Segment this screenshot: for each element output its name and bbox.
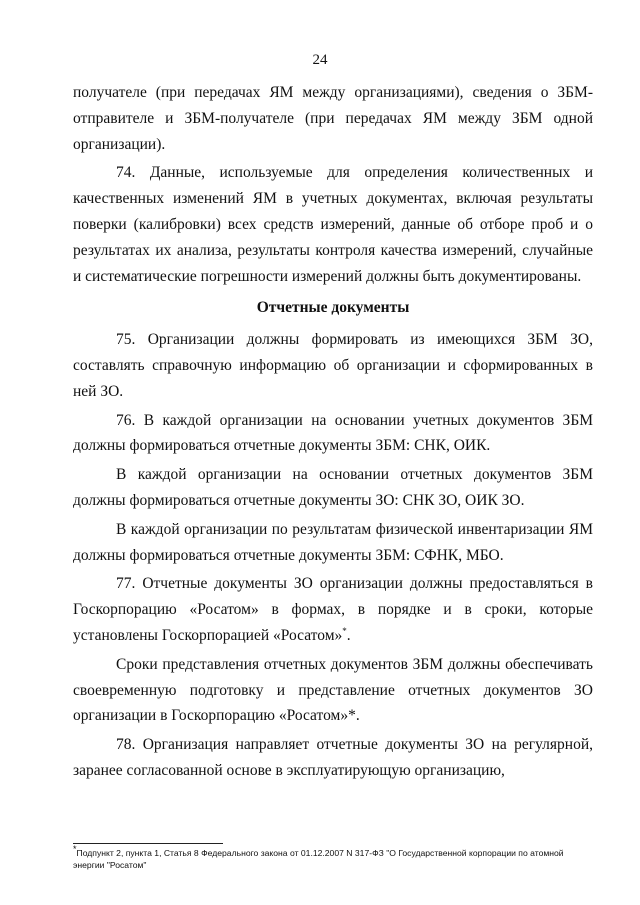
paragraph-76-inventory: В каждой организации по результатам физической инвентаризации ЯМ должны формироваться отчетные документы ЗБМ: СФНК, МБО. <box>73 520 593 564</box>
paragraph-76: 76. В каждой организации на основании учетных документов ЗБМ должны формироваться отчетные документы ЗБМ: СНК, ОИК. <box>73 411 593 455</box>
footnote-mark: * <box>73 844 77 855</box>
paragraph-77-deadlines: Сроки представления отчетных документов ЗБМ должны обеспечивать своевременную подготовку и представление отчетных документов ЗО организации в Госкорпорацию «Росатом»*. <box>73 655 593 725</box>
paragraph-75: 75. Организации должны формировать из имеющихся ЗБМ ЗО, составлять справочную информацию об организации и сформированных в ней ЗО. <box>73 331 593 400</box>
paragraph-74: 74. Данные, используемые для определения количественных и качественных изменений ЯМ в учетных документах, включая результаты поверки (калибровки) всех средств измерений, данные об отборе проб и о результатах их анализа, результаты контроля качества измерений, случайные и систематические погрешности измерений должны быть документированы. <box>73 164 593 285</box>
paragraph-continuation: получателе (при передачах ЯМ между организациями), сведения о ЗБМ-отправителе и ЗБМ-получателе (при передачах ЯМ между ЗБМ одной организации). <box>73 84 593 153</box>
paragraph-76-zo: В каждой организации на основании отчетных документов ЗБМ должны формироваться отчетные документы ЗО: СНК ЗО, ОИК ЗО. <box>73 466 593 509</box>
footnote-text: Подпункт 2, пункта 1, Статья 8 Федерального закона от 01.12.2007 N 317-ФЗ "О Государственной корпорации по атомной энергии "Росатом" <box>73 848 564 870</box>
paragraph-77: 77. Отчетные документы ЗО организации должны предоставляться в Госкорпорацию «Росатом» в формах, в порядке и в сроки, которые установлены Госкорпорацией «Росатом»*. <box>73 575 593 644</box>
paragraph-77-text: 77. Отчетные документы ЗО организации должны предоставляться в Госкорпорацию «Росатом» в формах, в порядке и в сроки, которые установлены Госкорпорацией «Росатом» <box>73 575 593 644</box>
footnote-reference: * <box>342 625 347 636</box>
section-heading: Отчетные документы <box>256 299 410 317</box>
footnote-divider <box>73 843 223 844</box>
footnote <box>73 844 593 871</box>
page-number: 24 <box>312 52 328 68</box>
document-body <box>73 80 593 787</box>
paragraph-78: 78. Организация направляет отчетные документы ЗО на регулярной, заранее согласованной основе в эксплуатирующую организацию, <box>73 736 593 779</box>
